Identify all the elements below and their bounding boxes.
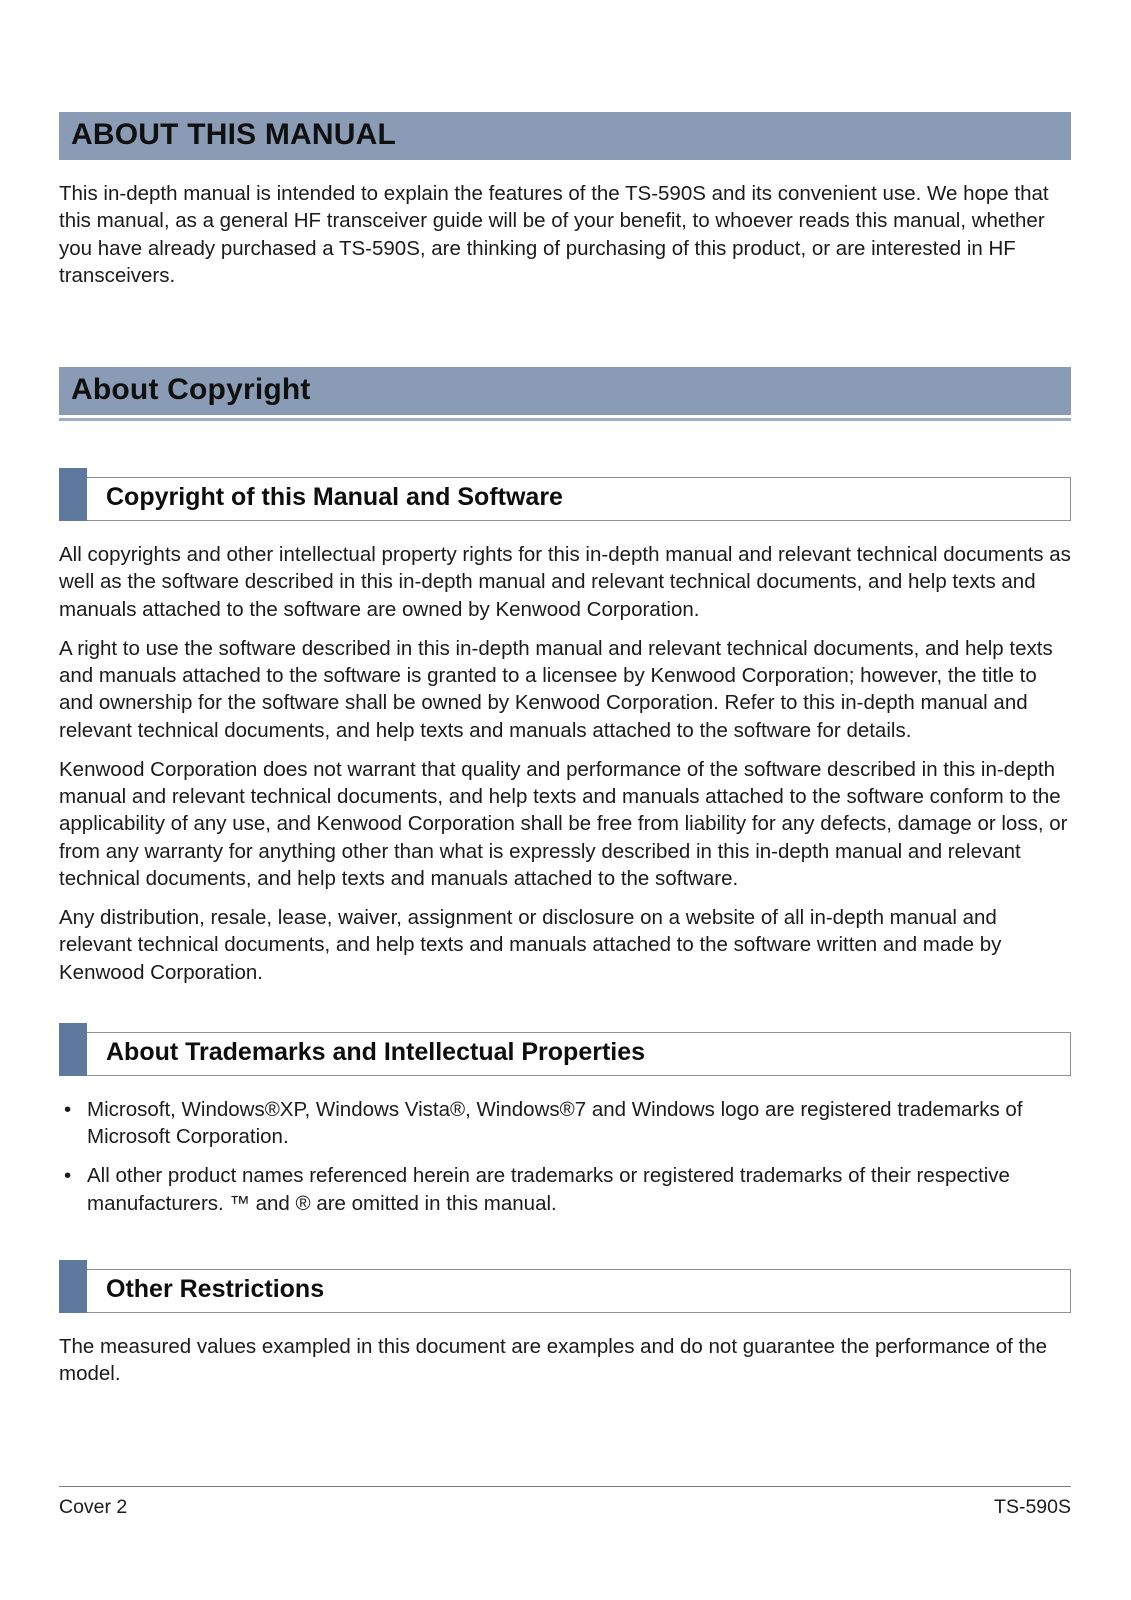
subsection-tab-icon [59,468,87,521]
copyright-paragraph-4: Any distribution, resale, lease, waiver, assignment or disclosure on a website of all in-depth manual and relevant technical documents, and help texts and manuals attached to the software written and made by Kenwood Corporation. [59,906,1002,984]
banner-about-copyright-wrap [59,367,1071,421]
footer-model-label: TS-590S [994,1496,1071,1518]
page-footer [59,1486,1071,1519]
section-banner-about-this-manual: ABOUT THIS MANUAL [59,112,1071,160]
subsection-tab-icon [59,1260,87,1313]
trademark-bullet-list [59,1096,1071,1217]
banner-accent-line [59,418,1071,421]
copyright-paragraph-2: A right to use the software described in this in-depth manual and relevant technical documents, and help texts and manuals attached to the software is granted to a licensee by Kenwood Corporation; however, the title to and ownership for the software shall be owned by Kenwood Corporation. Refer to this in-depth manual and relevant technical documents, and help texts and manuals attached to the software for details. [59,636,1053,742]
subsection-header-copyright [59,477,1071,521]
bullet-glyph: • [64,1097,72,1121]
subsection-title: Other Restrictions [106,1274,325,1303]
intro-paragraph: This in-depth manual is intended to explain the features of the TS-590S and its convenient use. We hope that this manual, as a general HF transceiver guide will be of your benefit, to whoever reads this manual, whether you have already purchased a TS-590S, are thinking of purchasing of this product, or are interested in HF transceivers. [59,182,1049,287]
section-banner-about-copyright: About Copyright [59,367,1071,415]
subsection-header-trademarks [59,1032,1071,1076]
list-item [59,1162,1071,1217]
subsection-header-other-restrictions [59,1269,1071,1313]
copyright-paragraph-1: All copyrights and other intellectual property rights for this in-depth manual and relevant technical documents as well as the software described in this in-depth manual and relevant technical documents, and help texts and manuals attached to the software are owned by Kenwood Corporation. [59,543,1071,621]
subsection-tab-icon [59,1023,87,1076]
trademark-bullet-1: Microsoft, Windows®XP, Windows Vista®, Windows®7 and Windows logo are registered trademarks of Microsoft Corporation. [87,1097,1023,1148]
footer-page-label: Cover 2 [59,1496,128,1518]
subsection-title: About Trademarks and Intellectual Properties [106,1037,646,1066]
trademark-bullet-2: All other product names referenced herein are trademarks or registered trademarks of their respective manufacturers. ™ and ® are omitted in this manual. [87,1164,1010,1215]
bullet-glyph: • [64,1164,72,1188]
copyright-paragraph-3: Kenwood Corporation does not warrant that quality and performance of the software described in this in-depth manual and relevant technical documents, and help texts and manuals attached to the software conform to the applicability of any use, and Kenwood Corporation shall be free from liability for any defects, damage or loss, or from any warranty for anything other than what is expressly described in this in-depth manual and relevant technical documents, and help texts and manuals attached to the software. [59,757,1068,890]
list-item [59,1096,1071,1151]
restrictions-paragraph: The measured values exampled in this document are examples and do not guarantee the performance of the model. [59,1334,1048,1385]
subsection-title: Copyright of this Manual and Software [106,483,563,511]
